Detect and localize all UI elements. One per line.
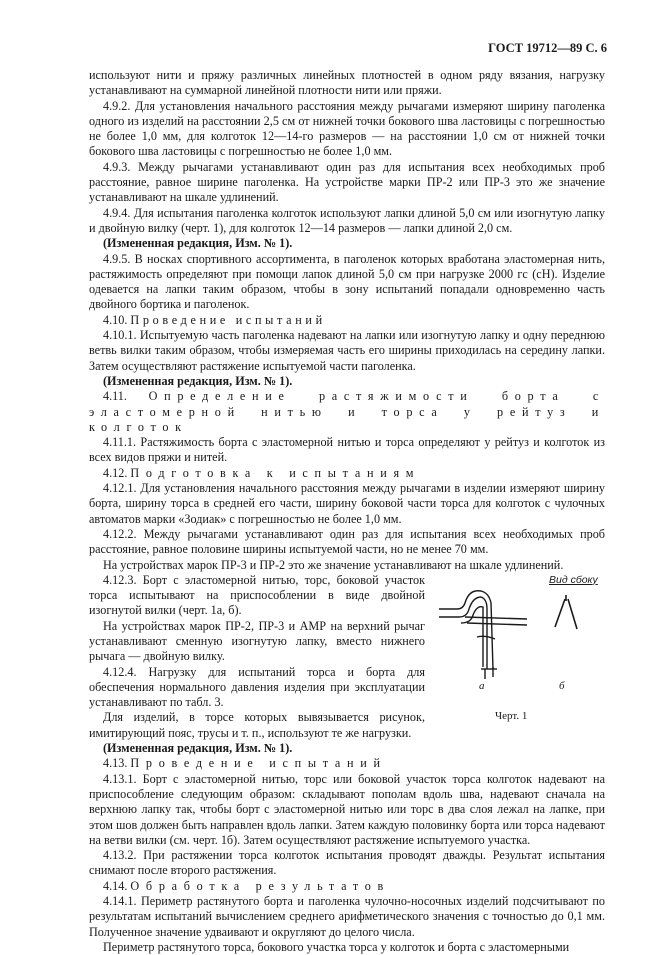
amendment-note: (Измененная редакция, Изм. № 1). (103, 373, 293, 388)
section-title: Проведение испытаний (130, 756, 387, 771)
paragraph: 4.9.5. В носках спортивного ассортимента, в паголенок которых вработана эластомерная нить, растяжимость определяют при помощи лапок длиной 5,0 см при нагрузке 2000 гс (сН). Изделие одевается на лапки таким образом, чтобы в зону испытаний попадали одновременно часть двойного бортика и паголенок. (89, 251, 605, 312)
amendment-note: (Измененная редакция, Изм. № 1). (103, 741, 293, 756)
section-number: 4.12. (103, 465, 131, 480)
paragraph: 4.13.2. При растяжении торса колготок испытания проводят дважды. Результат испытания снимают после второго растяжения. (89, 848, 605, 878)
section-heading (89, 756, 605, 771)
fork-diagram (437, 579, 605, 683)
section-title: Обработка результатов (130, 878, 391, 893)
section-title: Определение растяжимости борта с эластомерной нитью и торса у рейтуз и колготок (89, 389, 605, 434)
section-heading (89, 389, 605, 435)
fork-drawing-a (439, 591, 527, 679)
figure-label-b: б (559, 679, 565, 692)
paragraph: Для изделий, в торсе которых вывязывается рисунок, имитирующий пояс, трусы и т. п., используют те же нагрузки. (89, 710, 425, 740)
document-body (89, 68, 605, 955)
section-number: 4.14. (103, 878, 131, 893)
figure-label-a: а (479, 679, 485, 692)
amendment-note: (Измененная редакция, Изм. № 1). (103, 236, 293, 251)
figure-caption: Черт. 1 (495, 709, 528, 722)
paragraph: 4.9.4. Для испытания паголенка колготок используют лапки длиной 5,0 см или изогнутую лапку и двойную вилку (черт. 1), для колготок 12—14 размеров — лапки длиной 2,0 см. (89, 205, 605, 235)
paragraph: 4.12.2. Между рычагами устанавливают один раз для испытания всех необходимых проб расстояние, равное половине ширины испытуемой части, но не менее 70 мм. (89, 526, 605, 557)
page-header: ГОСТ 19712—89 С. 6 (488, 41, 607, 55)
paragraph: используют нити и пряжу различных линейных плотностей в одном ряду вязания, нагрузку устанавливают на суммарной линейной плотности нити или пряжи. (89, 68, 605, 98)
section-heading (89, 466, 605, 481)
paragraph: 4.12.4. Нагрузку для испытаний торса и борта для обеспечения нормального давления изделия при эксплуатации устанавливают по табл. 3. (89, 664, 425, 710)
section-title: Подготовка к испытаниям (130, 465, 421, 480)
paragraph: 4.12.1. Для установления начального расстояния между рычагами в изделии измеряют ширину борта, ширину торса в средней его части, ширину боковой части торса для колготок с чулочных автоматов марки «Зодиак» с погрешностью не более 1,0 мм. (89, 481, 605, 526)
fork-drawing-b (555, 595, 577, 629)
figure-wrap (89, 573, 605, 741)
figure-1 (437, 573, 605, 723)
section-title: Проведение испытаний (130, 312, 326, 327)
section-heading (89, 313, 605, 328)
section-number: 4.11. (103, 389, 149, 404)
section-number: 4.10. (103, 312, 131, 327)
paragraph: 4.14.1. Периметр растянутого борта и паголенка чулочно-носочных изделий подсчитывают по результатам испытаний вычислением среднего арифметического значения с точностью до 0,1 мм. Полученное значение удваивают и округляют до целого числа. (89, 894, 605, 939)
side-view-label: Вид сбоку (549, 573, 598, 586)
paragraph: 4.12.3. Борт с эластомерной нитью, торс, боковой участок торса испытывают на приспособлении в виде двойной изогнутой вилки (черт. 1а, б). (89, 572, 425, 618)
paragraph: 4.9.3. Между рычагами устанавливают один раз для испытания всех необходимых проб расстояние, равное ширине паголенка. На устройстве марки ПР-2 или ПР-3 это же значение устанавливают на шкале удлинений. (89, 159, 605, 205)
paragraph: Периметр растянутого торса, бокового участка торса у колготок и борта с эластомерными (103, 939, 570, 954)
paragraph: 4.10.1. Испытуемую часть паголенка надевают на лапки или изогнутую лапку и одну переднюю ветвь вилки таким образом, чтобы измеряемая часть его ширины приходилась на середину лапки. Затем осуществляют растяжение испытуемой части паголенка. (89, 328, 605, 373)
paragraph: 4.13.1. Борт с эластомерной нитью, торс или боковой участок торса колготок надевают на приспособление следующим образом: складывают пополам вдоль шва, надевают сначала на верхнюю лапку так, чтобы борт с эластомерной нитью или торс в два слоя лежал на лапке, при этом шов должен быть направлен вдоль лапки. Затем каждую половинку борта или торса надевают на ветви вилки (см. черт. 1б). Затем осуществляют растяжение испытуемого участка. (89, 771, 605, 847)
paragraph: 4.9.2. Для установления начального расстояния между рычагами измеряют ширину паголенка одного из изделий на расстоянии 2,5 см от нижней точки бокового шва ластовицы с погрешностью не более 1,0 мм, для колготок 12—14-го размеров — на расстоянии 1,0 см от нижней точки бокового шва ластовицы с погрешностью не более 1,0 мм. (89, 98, 605, 159)
section-heading (89, 879, 605, 894)
paragraph: 4.11.1. Растяжимость борта с эластомерной нитью и торса определяют у рейтуз и колготок из всех видов пряжи и нитей. (89, 435, 605, 465)
section-number: 4.13. (103, 756, 131, 771)
paragraph: На устройствах марок ПР-3 и ПР-2 это же значение устанавливают на шкале удлинений. (103, 557, 564, 572)
paragraph: На устройствах марок ПР-2, ПР-3 и АМР на верхний рычаг устанавливают сменную изогнутую лапку, вместо нижнего рычага — двойную вилку. (89, 618, 425, 664)
